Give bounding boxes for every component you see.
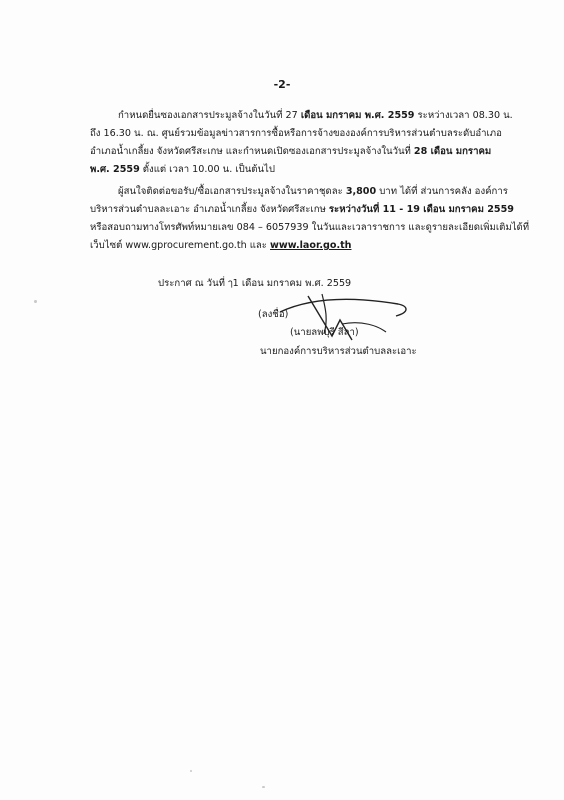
signatory-position: นายกองค์การบริหารส่วนตำบลละเอาะ: [260, 346, 417, 357]
purchase-paragraph: [90, 183, 530, 255]
paragraph2-line2: บริหารส่วนตำบลละเอาะ อำเภอน้ำเกลี้ยง จังหวัดศรีสะเกษ ระหว่างวันที่ 11 - 19 เดือน มกราคม 2559: [90, 204, 514, 215]
paragraph1-line2: ถึง 16.30 น. ณ. ศูนย์รวมข้อมูลข่าวสารการซื้อหรือการจ้างขององค์การบริหารส่วนตำบลระดับอำเภอ: [90, 128, 502, 139]
paragraph1-line3: อำเภอน้ำเกลี้ยง จังหวัดศรีสะเกษ และกำหนดเปิดซองเอกสารประมูลจ้างในวันที่ 28 เดือน มกราคม: [90, 146, 492, 157]
paragraph2-line3: หรือสอบถามทางโทรศัพท์หมายเลข 084 – 6057939 ในวันและเวลาราชการ และดูรายละเอียดเพิ่มเติมได้ที่: [90, 222, 530, 233]
website-link[interactable]: www.laor.go.th: [270, 240, 352, 251]
signatory-name: (นายลพบุรี สีลา): [290, 327, 359, 338]
signature-label: (ลงชื่อ): [258, 309, 289, 320]
paragraph2-line4: เว็บไซต์ www.gprocurement.go.th และ www.laor.go.th: [90, 240, 352, 251]
paragraph1-line4: พ.ศ. 2559 ตั้งแต่ เวลา 10.00 น. เป็นต้นไป: [90, 164, 275, 175]
scan-speck: [190, 770, 192, 772]
page-number: -2-: [273, 78, 291, 91]
scan-speck: [34, 300, 37, 303]
scan-speck: [262, 786, 265, 788]
paragraph2-line1: ผู้สนใจติดต่อขอรับ/ซื้อเอกสารประมูลจ้างในราคาชุดละ 3,800 บาท ได้ที่ ส่วนการคลัง องค์การ: [118, 186, 508, 197]
signature-mark: [270, 290, 420, 350]
submission-paragraph: [90, 107, 513, 179]
announcement-date: ประกาศ ณ วันที่ ๅ1 เดือน มกราคม พ.ศ. 2559: [158, 278, 352, 289]
paragraph1-line1: กำหนดยื่นซองเอกสารประมูลจ้างในวันที่ 27 เดือน มกราคม พ.ศ. 2559 ระหว่างเวลา 08.30 น.: [118, 110, 513, 121]
